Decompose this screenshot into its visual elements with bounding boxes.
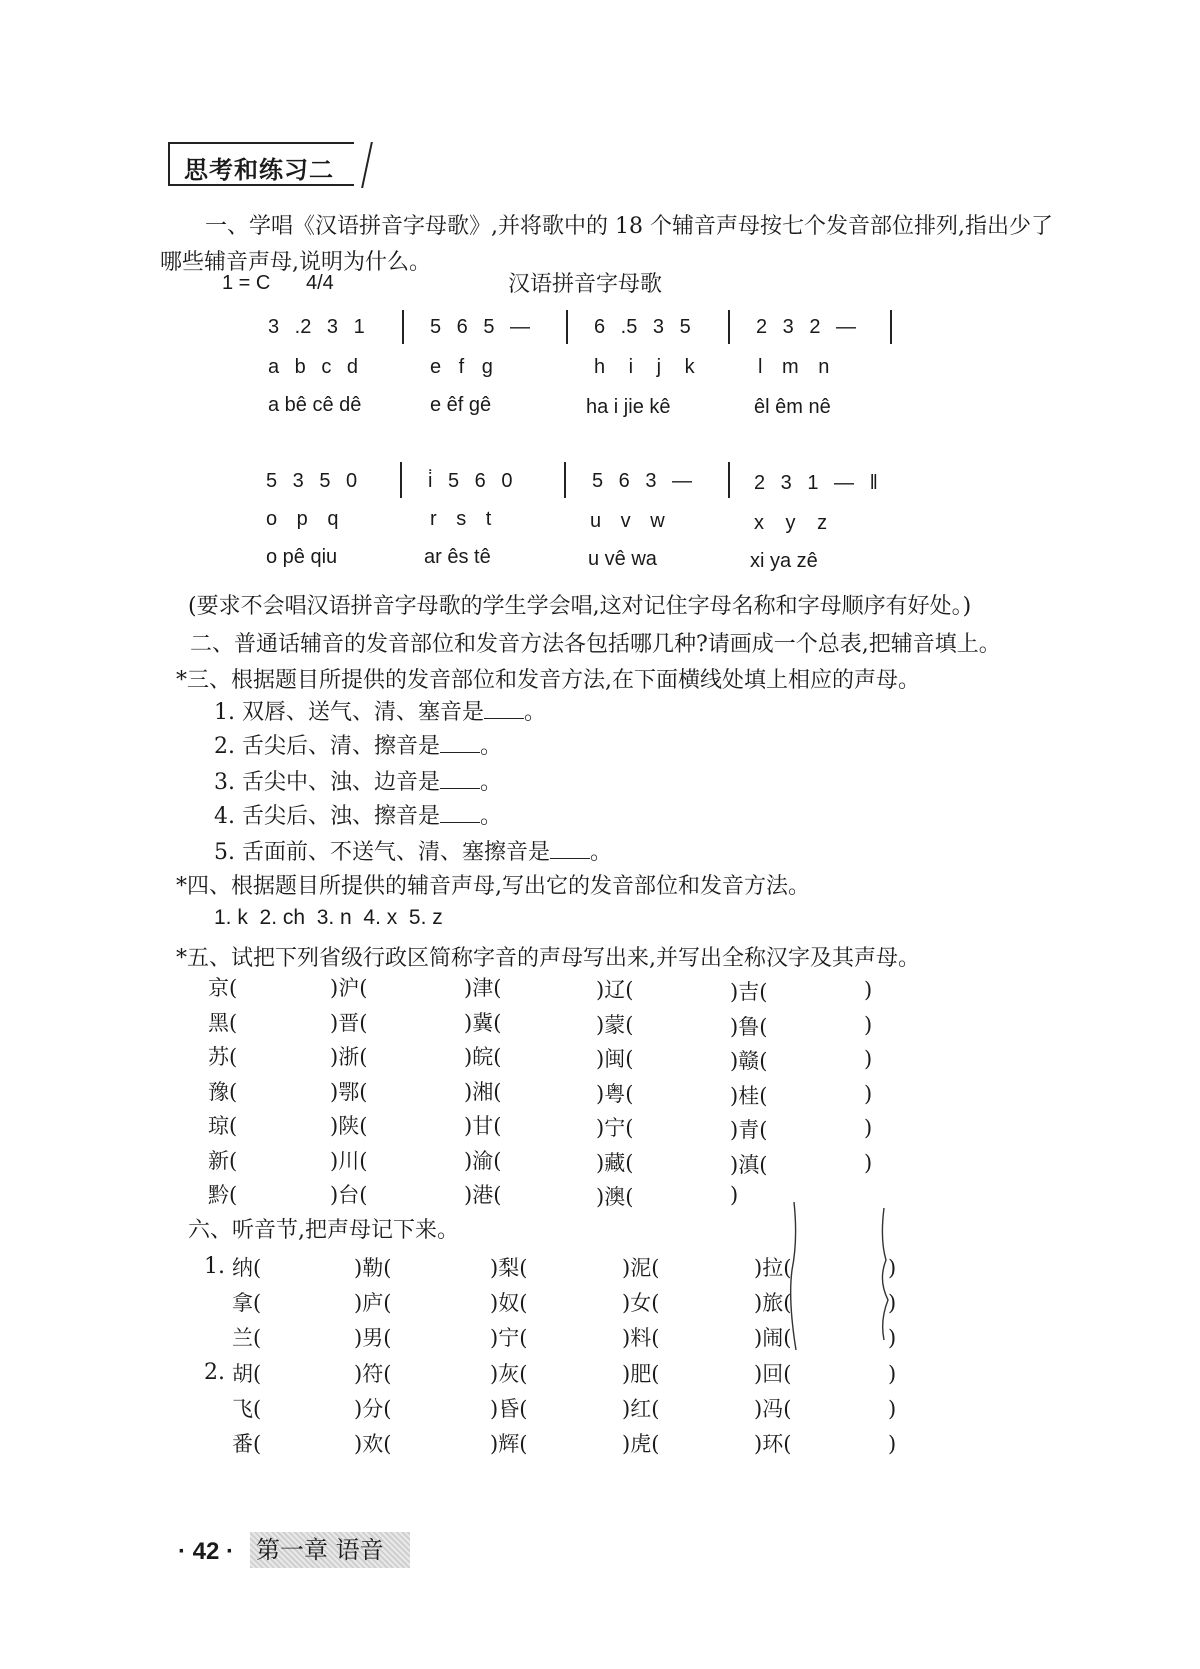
grid-cell: )澳( bbox=[596, 1185, 634, 1209]
grid-cell: )津( bbox=[464, 976, 502, 1000]
q1-line2: 哪些辅音声母,说明为什么。 bbox=[160, 250, 431, 275]
grid-cell: ) bbox=[888, 1326, 897, 1350]
q3-item-end: 。 bbox=[479, 770, 502, 795]
grid-cell: )皖( bbox=[464, 1045, 502, 1069]
grid-cell: )闽( bbox=[596, 1047, 634, 1071]
letters-r1-m3: h i j k bbox=[594, 356, 695, 378]
grid-cell: ) bbox=[888, 1291, 897, 1315]
grid-cell: 番( bbox=[232, 1432, 262, 1456]
notes-r2-m3: 5 6 3 — bbox=[592, 470, 693, 492]
song-time: 4/4 bbox=[306, 272, 334, 294]
grid-cell: 琼( bbox=[208, 1114, 238, 1138]
q1-line1: 一、学唱《汉语拼音字母歌》,并将歌中的 18 个辅音声母按七个发音部位排列,指出少了 bbox=[205, 214, 1053, 239]
answer-blank[interactable] bbox=[484, 698, 524, 719]
grid-cell: )陕( bbox=[330, 1114, 368, 1138]
grid-cell: )回( bbox=[754, 1362, 792, 1386]
grid-cell: )冯( bbox=[754, 1397, 792, 1421]
grid-cell: )冀( bbox=[464, 1010, 502, 1035]
grid-cell: )青( bbox=[730, 1118, 768, 1142]
letters-r2-m4: x y z bbox=[754, 512, 828, 534]
grid-cell: )旅( bbox=[754, 1291, 792, 1315]
grid-cell: ) bbox=[864, 1081, 873, 1106]
q3-item-end: 。 bbox=[479, 804, 502, 829]
q2-text: 二、普通话辅音的发音部位和发音方法各包括哪几种?请画成一个总表,把辅音填上。 bbox=[190, 632, 1001, 657]
grid-cell: ) bbox=[864, 978, 873, 1002]
q3-item-text: 2. 舌尖后、清、擦音是 bbox=[214, 734, 440, 759]
notes-r1-m3: 6 .5 3 5 bbox=[594, 316, 691, 338]
q3-item bbox=[214, 766, 502, 800]
grid-cell: )晋( bbox=[330, 1010, 368, 1035]
grid-cell: 黔( bbox=[208, 1183, 238, 1207]
grid-cell: )甘( bbox=[464, 1114, 502, 1138]
barline bbox=[728, 310, 730, 344]
notes-r1-m2: 5 6 5 — bbox=[430, 316, 531, 338]
answer-blank[interactable] bbox=[440, 768, 480, 789]
grid-cell: )浙( bbox=[330, 1045, 368, 1069]
q3-item bbox=[214, 836, 612, 870]
grid-cell: ) bbox=[864, 1150, 873, 1175]
q6-group1-label: 1. bbox=[204, 1254, 225, 1279]
grid-cell: )奴( bbox=[490, 1291, 528, 1315]
page-number: · 42 · bbox=[178, 1538, 235, 1565]
grid-cell: )欢( bbox=[354, 1432, 392, 1456]
grid-cell: )沪( bbox=[330, 976, 368, 1000]
grid-cell: )拉( bbox=[754, 1256, 792, 1280]
answer-blank[interactable] bbox=[550, 838, 590, 859]
grid-cell: ) bbox=[888, 1256, 897, 1280]
barline bbox=[402, 310, 404, 344]
pencil-marks bbox=[780, 1200, 920, 1360]
notes-r2-m1: 5 3 5 0 bbox=[266, 470, 358, 492]
grid-cell: )符( bbox=[354, 1362, 392, 1386]
grid-cell: )庐( bbox=[354, 1291, 392, 1315]
grid-cell: )桂( bbox=[730, 1083, 768, 1108]
grid-cell: )鄂( bbox=[330, 1079, 368, 1104]
q3-item-end: 。 bbox=[590, 840, 613, 865]
q3-item-text: 3. 舌尖中、浊、边音是 bbox=[214, 770, 440, 795]
grid-cell: )粤( bbox=[596, 1081, 634, 1106]
notes-r1-m4: 2 3 2 — bbox=[756, 316, 857, 338]
grid-cell: )滇( bbox=[730, 1152, 768, 1177]
grid-cell: )男( bbox=[354, 1326, 392, 1350]
grid-cell: )虎( bbox=[622, 1432, 660, 1456]
grid-cell: )昏( bbox=[490, 1397, 528, 1421]
song-note: (要求不会唱汉语拼音字母歌的学生学会唱,这对记住字母名称和字母顺序有好处。) bbox=[188, 594, 972, 619]
answer-blank[interactable] bbox=[440, 732, 480, 753]
q3-item-text: 5. 舌面前、不送气、清、塞擦音是 bbox=[214, 840, 550, 865]
grid-cell: )鲁( bbox=[730, 1014, 768, 1039]
barline bbox=[564, 462, 566, 498]
grid-cell: )川( bbox=[330, 1148, 368, 1173]
header-slant-line bbox=[361, 142, 373, 188]
names-r1-m1: a bê cê dê bbox=[268, 394, 362, 416]
q5-title: *五、试把下列省级行政区简称字音的声母写出来,并写出全称汉字及其声母。 bbox=[176, 946, 920, 971]
names-r1-m2: e êf gê bbox=[430, 394, 492, 416]
notes-r2-m4: 2 3 1 — ‖ bbox=[754, 472, 878, 494]
answer-blank[interactable] bbox=[440, 802, 480, 823]
barline bbox=[400, 462, 402, 498]
grid-cell: )环( bbox=[754, 1432, 792, 1456]
notes-r1-m1: 3 .2 3 1 bbox=[268, 316, 365, 338]
q3-item-end: 。 bbox=[479, 734, 502, 759]
grid-cell: 纳( bbox=[232, 1256, 262, 1280]
grid-cell: 豫( bbox=[208, 1079, 238, 1104]
grid-cell: ) bbox=[864, 1012, 873, 1037]
q3-item bbox=[214, 730, 502, 764]
q3-title: *三、根据题目所提供的发音部位和发音方法,在下面横线处填上相应的声母。 bbox=[176, 668, 920, 693]
grid-cell: 兰( bbox=[232, 1326, 262, 1350]
grid-cell: ) bbox=[888, 1432, 897, 1456]
q3-item bbox=[214, 696, 546, 730]
grid-cell: )女( bbox=[622, 1291, 660, 1315]
letters-r2-m3: u v w bbox=[590, 510, 665, 532]
grid-cell: )梨( bbox=[490, 1256, 528, 1280]
notes-r2-m2: i̇ 5 6 0 bbox=[428, 470, 513, 492]
grid-cell: ) bbox=[864, 1116, 873, 1140]
grid-cell: )辽( bbox=[596, 978, 634, 1002]
q3-item-end: 。 bbox=[523, 700, 546, 725]
letters-r1-m1: a b c d bbox=[268, 356, 359, 378]
grid-cell: )湘( bbox=[464, 1079, 502, 1104]
grid-cell: ) bbox=[888, 1397, 897, 1421]
q3-item-text: 1. 双唇、送气、清、塞音是 bbox=[214, 700, 484, 725]
barline bbox=[890, 310, 892, 344]
grid-cell: 黑( bbox=[208, 1010, 238, 1035]
names-r2-m3: u vê wa bbox=[588, 548, 657, 570]
grid-cell: )港( bbox=[464, 1183, 502, 1207]
grid-cell: )渝( bbox=[464, 1148, 502, 1173]
letters-r1-m2: e f g bbox=[430, 356, 493, 378]
grid-cell: )分( bbox=[354, 1397, 392, 1421]
letters-r1-m4: l m n bbox=[758, 356, 830, 378]
grid-cell: 苏( bbox=[208, 1045, 238, 1069]
grid-cell: 飞( bbox=[232, 1397, 262, 1421]
q3-item-text: 4. 舌尖后、浊、擦音是 bbox=[214, 804, 440, 829]
letters-r2-m2: r s t bbox=[430, 508, 492, 530]
grid-cell: ) bbox=[888, 1362, 897, 1386]
chapter-label: 第一章 语音 bbox=[250, 1532, 410, 1568]
names-r2-m4: xi ya zê bbox=[750, 550, 818, 572]
grid-cell: ) bbox=[864, 1047, 873, 1071]
grid-cell: )闹( bbox=[754, 1326, 792, 1350]
grid-cell: )灰( bbox=[490, 1362, 528, 1386]
q6-group2-label: 2. bbox=[204, 1360, 225, 1385]
grid-cell: )赣( bbox=[730, 1049, 768, 1073]
barline bbox=[566, 310, 568, 344]
grid-cell: )肥( bbox=[622, 1362, 660, 1386]
grid-cell: )蒙( bbox=[596, 1012, 634, 1037]
grid-cell: )料( bbox=[622, 1326, 660, 1350]
names-r2-m2: ar ês tê bbox=[424, 546, 491, 568]
grid-cell: )泥( bbox=[622, 1256, 660, 1280]
q3-item bbox=[214, 800, 502, 834]
q4-items: 1. k 2. ch 3. n 4. x 5. z bbox=[214, 906, 443, 929]
song-key: 1 = C bbox=[222, 272, 271, 294]
grid-cell: ) bbox=[730, 1183, 739, 1207]
grid-cell: )宁( bbox=[596, 1116, 634, 1140]
grid-cell: )红( bbox=[622, 1397, 660, 1421]
letters-r2-m1: o p q bbox=[266, 508, 339, 530]
grid-cell: )辉( bbox=[490, 1432, 528, 1456]
barline bbox=[728, 462, 730, 498]
names-r1-m3: ha i jie kê bbox=[586, 396, 671, 418]
q4-title: *四、根据题目所提供的辅音声母,写出它的发音部位和发音方法。 bbox=[176, 874, 810, 899]
names-r2-m1: o pê qiu bbox=[266, 546, 338, 568]
grid-cell: )藏( bbox=[596, 1150, 634, 1175]
section-title: 思考和练习二 bbox=[184, 156, 334, 184]
names-r1-m4: êl êm nê bbox=[754, 396, 831, 418]
grid-cell: 京( bbox=[208, 976, 238, 1000]
grid-cell: )勒( bbox=[354, 1256, 392, 1280]
grid-cell: 胡( bbox=[232, 1362, 262, 1386]
grid-cell: 拿( bbox=[232, 1291, 262, 1315]
grid-cell: )台( bbox=[330, 1183, 368, 1207]
q6-title: 六、听音节,把声母记下来。 bbox=[188, 1218, 459, 1243]
grid-cell: )宁( bbox=[490, 1326, 528, 1350]
song-title: 汉语拼音字母歌 bbox=[508, 272, 663, 297]
section-header bbox=[168, 142, 354, 186]
grid-cell: 新( bbox=[208, 1148, 238, 1173]
grid-cell: )吉( bbox=[730, 980, 768, 1004]
